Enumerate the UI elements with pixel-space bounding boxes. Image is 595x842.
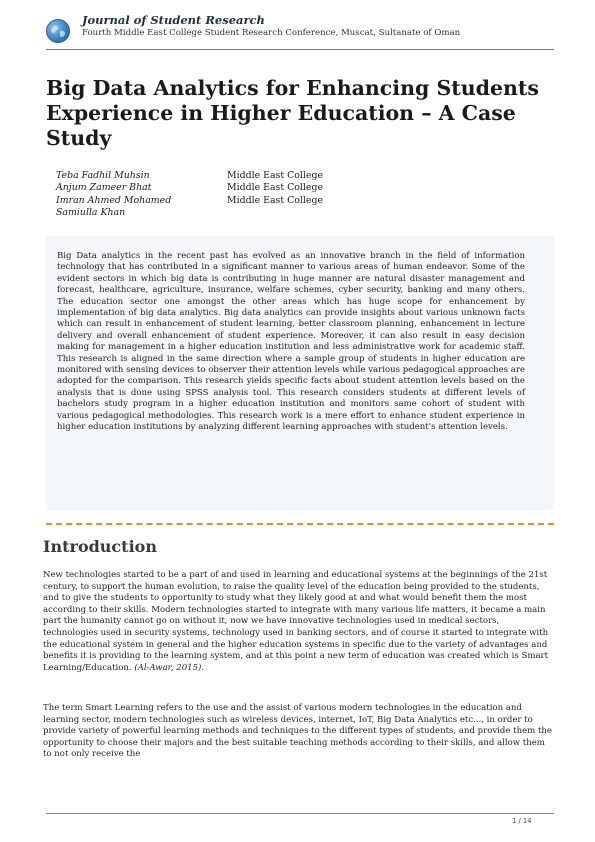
citation: (Al-Awar, 2015). <box>134 662 205 673</box>
header-divider <box>46 49 554 50</box>
footer-divider <box>46 813 554 814</box>
author-name: Samiulla Khan <box>56 206 126 218</box>
author-name: Imran Ahmed Mohamed <box>56 194 172 206</box>
paragraph-text: New technologies started to be a part of and used in learning and educational systems at the beginnings of the 21st century, to support the human evolution, to raise the quality level of the education being provided to the students, and to give the students to opportunity to study what they likely good at and what would benefit them the most according to their skills. Modern technologies started to integrate with many various life matters, it became a main part the humanity cannot go on without it, now we have innovative technologies used in medical sectors, technologies used in security systems, technology used in banking sectors, and of course it started to integrate with the educational system in general and the higher education systems in specific due to the variety of advantages and benefits it is providing to the learning system, and at this point a new term of education was created which is Smart Learning/Education. <box>43 570 549 673</box>
conference-subtitle: Fourth Middle East College Student Research Conference, Muscat, Sultanate of Oman <box>82 28 461 38</box>
introduction-paragraph-1 <box>43 570 552 674</box>
abstract-text: Big Data analytics in the recent past has evolved as an innovative branch in the field of information technology that has contributed in a significant manner to various areas of human endeavor. Some of the evident sectors in which big data is contributing in huge manner are natural disaster management and forecast, healthcare, agriculture, insurance, welfare schemes, cyber security, banking and many others. The education sector one amongst the other areas which has huge scope for enhancement by implementation of big data analytics. Big data analytics can provide insights about various unknown facts which can result in enhancement of student learning, better classroom planning, enhancement in lecture delivery and overall enhancement of student experience. Moreover, it can also result in easy decision making for management in a higher education institution and less administrative work for academic staff. This research is aligned in the same direction where a sample group of students in higher education are monitored with sensing devices to observer their attention levels while various pedagogical approaches are adopted for the comparison. This research yields specific facts about student attention levels based on the analysis that is done using SPSS analysis tool. This research considers students at different levels of bachelors study program in a higher education institution and monitors same cohort of student with various pedagogical methodologies. This research work is a mere effort to enhance student experience in higher education institutions by analyzing different learning approaches with student's attention levels. <box>57 251 526 433</box>
author-list <box>56 170 376 219</box>
author-row <box>56 182 376 194</box>
page-number: 1 / 14 <box>512 817 532 825</box>
author-affiliation: Middle East College <box>227 170 324 181</box>
author-row <box>56 170 376 182</box>
paper-title: Big Data Analytics for Enhancing Students Experience in Higher Education – A Case Study <box>46 76 539 150</box>
globe-icon <box>46 19 70 43</box>
section-divider <box>46 523 554 525</box>
author-row <box>56 207 376 219</box>
journal-title: Journal of Student Research <box>82 13 265 27</box>
abstract-box <box>46 236 554 510</box>
journal-header <box>46 12 554 50</box>
author-affiliation: Middle East College <box>227 194 324 206</box>
author-affiliation: Middle East College <box>227 182 324 194</box>
section-heading-introduction: Introduction <box>43 537 157 556</box>
author-row <box>56 195 376 207</box>
author-name: Teba Fadhil Muhsin <box>56 170 150 181</box>
author-name: Anjum Zameer Bhat <box>56 182 152 194</box>
introduction-paragraph-2: The term Smart Learning refers to the use and the assist of various modern technologies in the education and learning sector, modern technologies such as wireless devices, internet, IoT, Big Data Analytics etc..., in order to provide variety of powerful learning methods and techniques to the different types of students, and provide them the opportunity to choose their majors and the best suitable teaching methods according to their skills, and allow them to not only receive the <box>43 703 552 760</box>
